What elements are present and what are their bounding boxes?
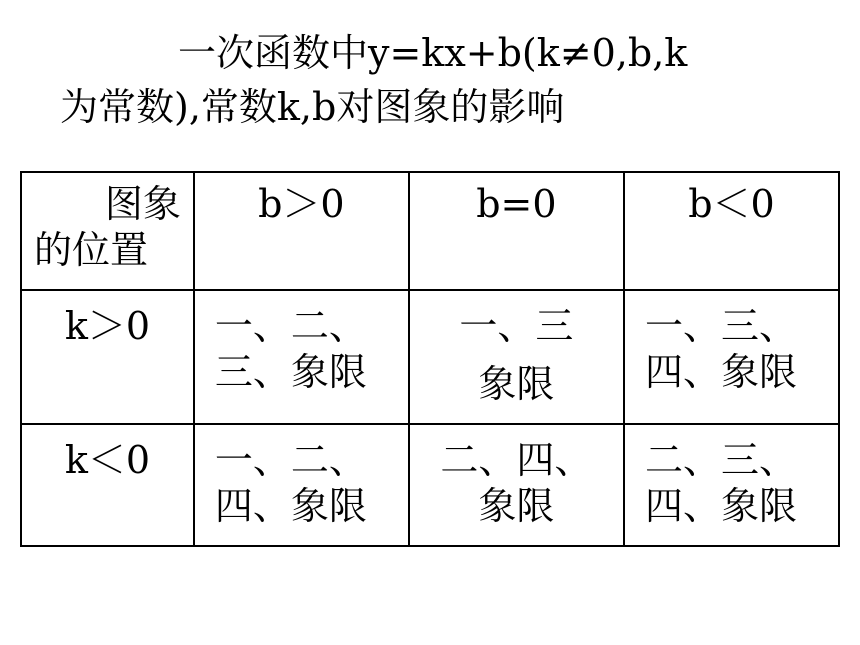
table-cell <box>409 424 624 546</box>
corner-header-line-2: 的位置 <box>34 228 149 272</box>
corner-header-line-1: 图象 <box>104 182 181 226</box>
quadrant-table <box>20 171 840 547</box>
table-cell <box>624 424 839 546</box>
row-label-k-negative: k＜0 <box>21 424 194 546</box>
cell-line-1: 二、四、 <box>440 438 593 482</box>
table-cell <box>624 290 839 424</box>
cell-line-1: 一、三、 <box>644 304 797 348</box>
table-row-k-negative <box>21 424 839 546</box>
cell-line-2: 象限 <box>478 484 555 528</box>
column-header-b-zero: b=0 <box>409 172 624 290</box>
cell-line-1: 一、二、 <box>214 438 367 482</box>
row-label-k-positive: k＞0 <box>21 290 194 424</box>
cell-line-1: 一、三 <box>459 304 574 348</box>
corner-header-cell <box>21 172 194 290</box>
title-line-2: 为常数),常数k,b对图象的影响 <box>60 85 565 129</box>
table-cell <box>194 290 409 424</box>
cell-line-2: 四、象限 <box>644 350 797 394</box>
cell-line-2: 象限 <box>478 362 555 406</box>
table-cell <box>409 290 624 424</box>
cell-line-1: 一、二、 <box>214 304 367 348</box>
table-header-row <box>21 172 839 290</box>
title-line-1: 一次函数中y=kx+b(k≠0,b,k <box>178 31 688 75</box>
cell-line-2: 三、象限 <box>214 350 367 394</box>
table-cell <box>194 424 409 546</box>
column-header-b-negative: b＜0 <box>624 172 839 290</box>
column-header-b-positive: b＞0 <box>194 172 409 290</box>
cell-line-1: 二、三、 <box>644 438 797 482</box>
table-row-k-positive <box>21 290 839 424</box>
cell-line-2: 四、象限 <box>644 484 797 528</box>
cell-line-2: 四、象限 <box>214 484 367 528</box>
